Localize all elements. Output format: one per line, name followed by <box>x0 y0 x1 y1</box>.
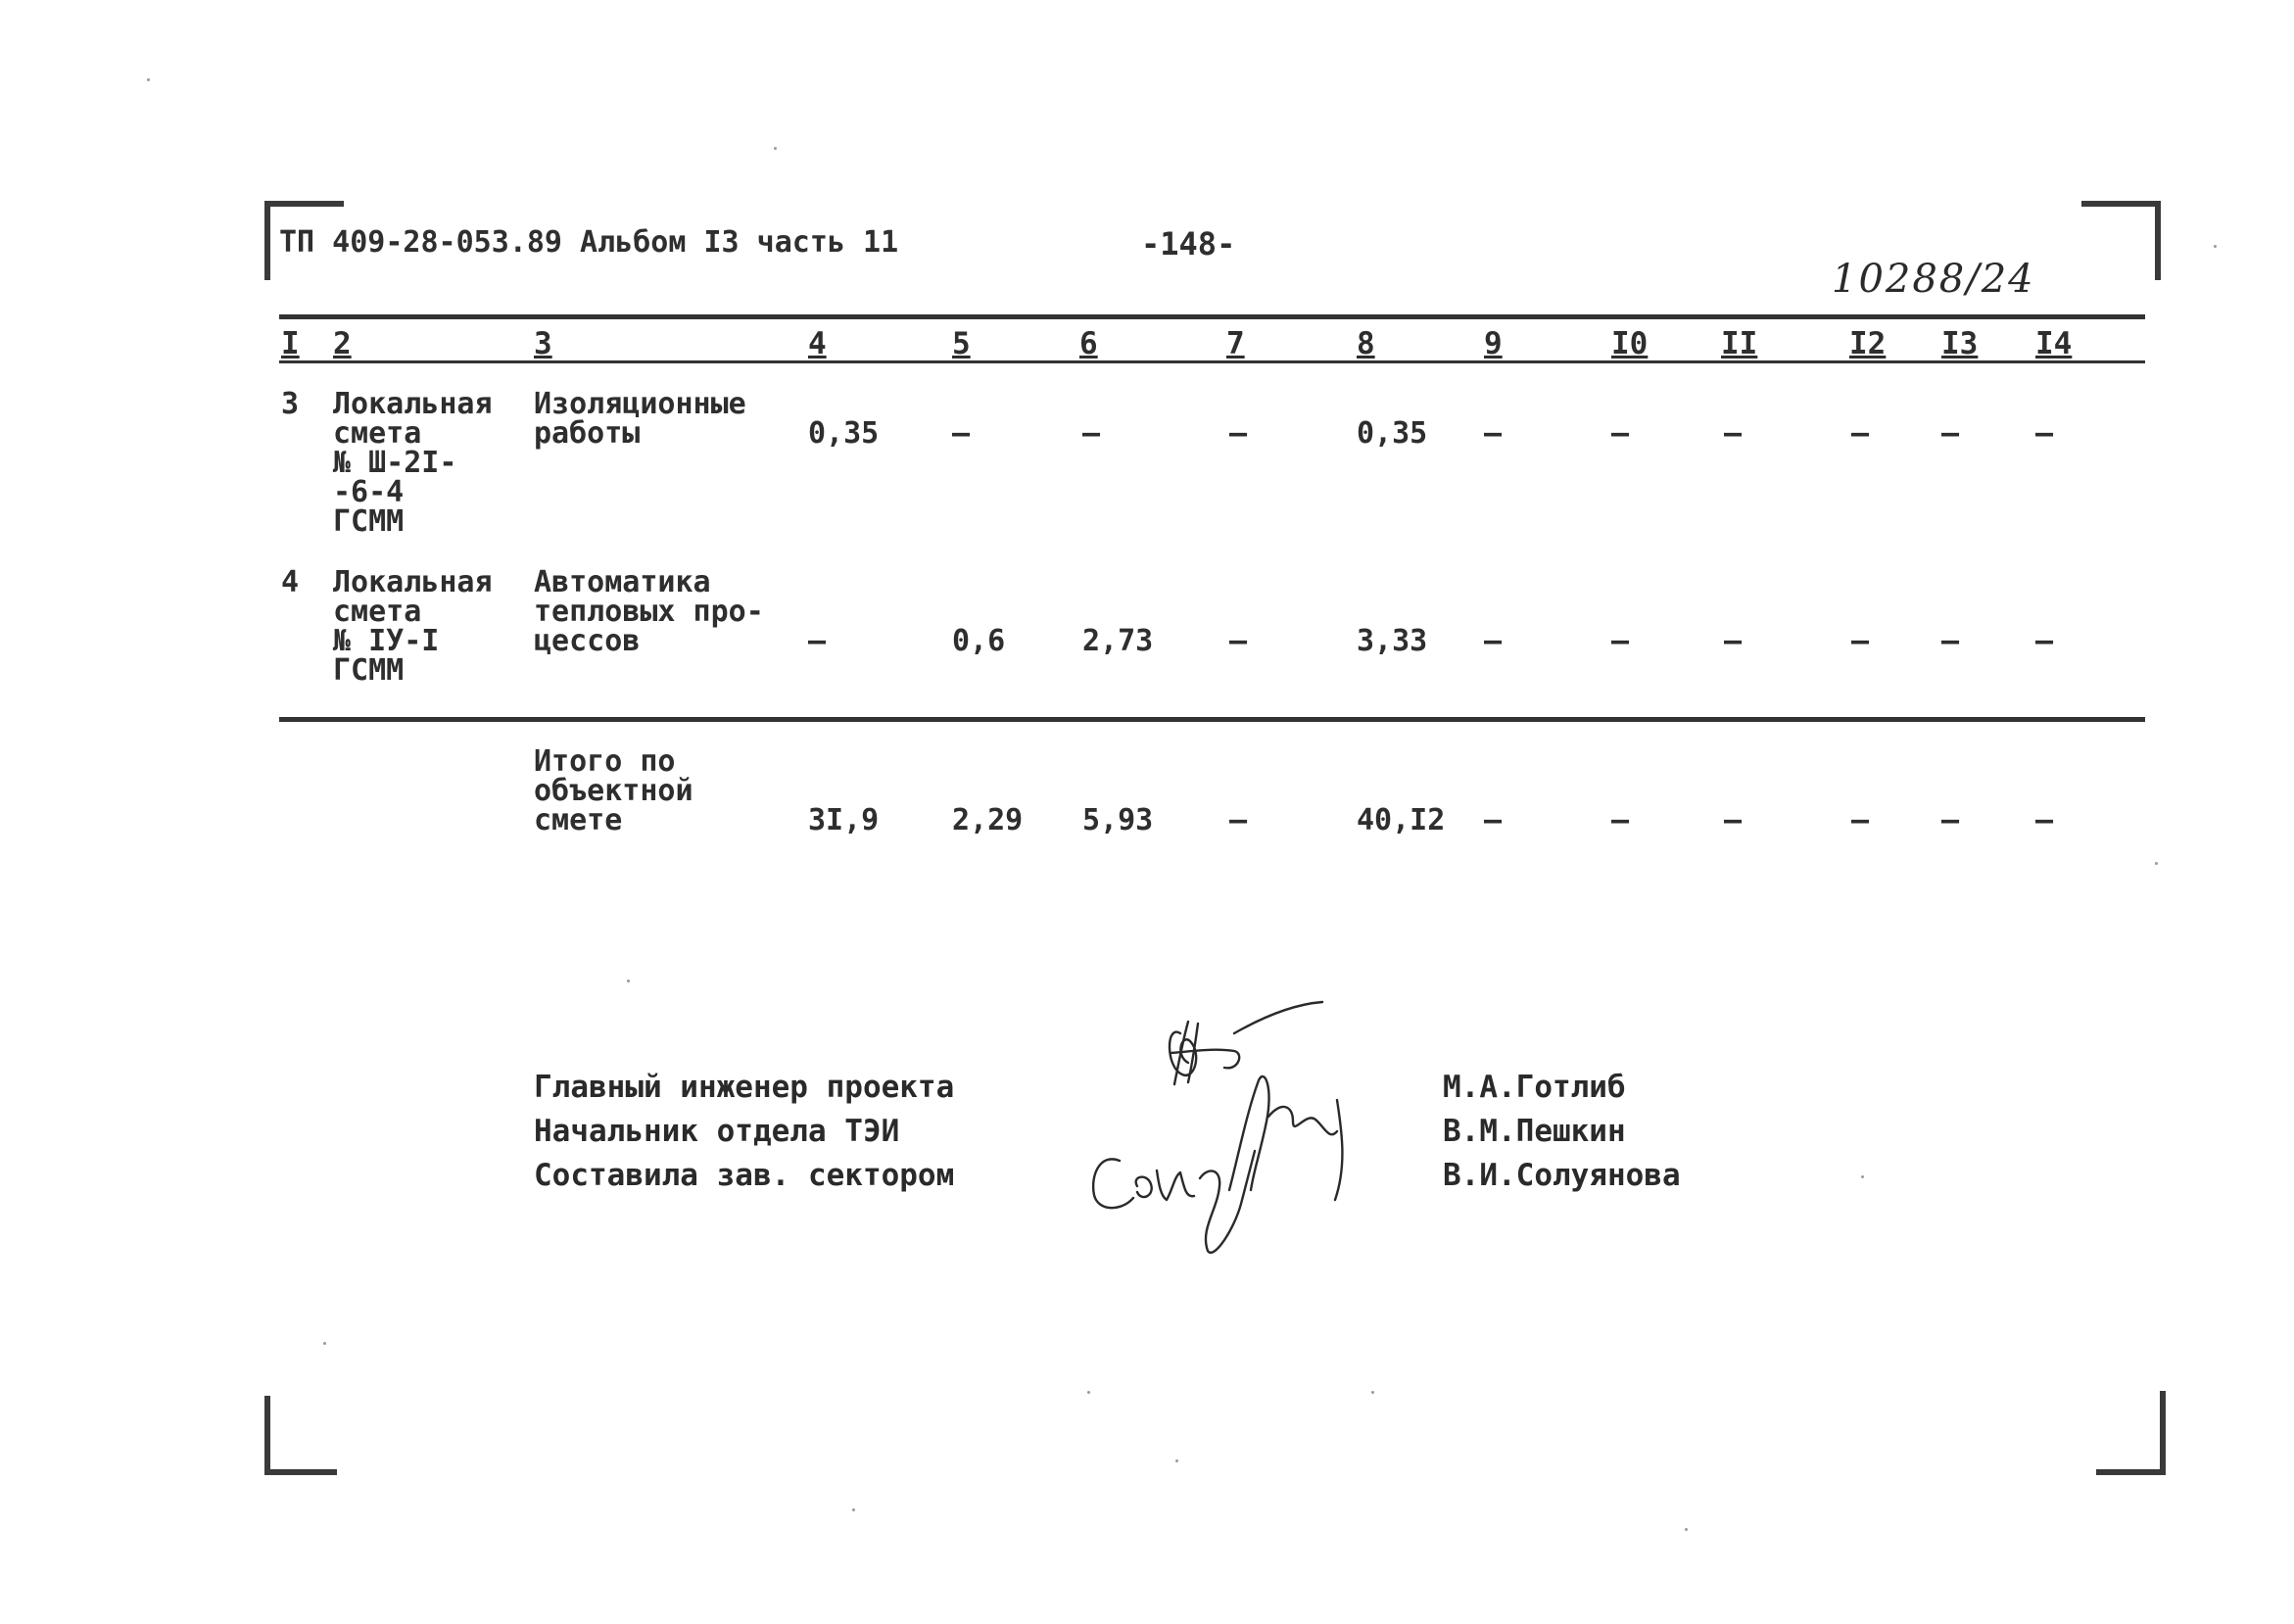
column-number: 6 <box>1079 326 1098 361</box>
table-cell: – <box>1611 624 1630 658</box>
table-cell: – <box>1484 624 1503 658</box>
table-cell: 0,35 <box>1357 416 1428 451</box>
column-number: 5 <box>952 326 971 361</box>
signer-role: Начальник отдела ТЭИ <box>534 1114 900 1149</box>
table-cell: – <box>808 624 827 658</box>
table-cell: – <box>2035 803 2054 837</box>
table-cell: – <box>1724 624 1743 658</box>
table-cell: – <box>1611 803 1630 837</box>
row-number: 4 <box>281 565 300 599</box>
table-cell: – <box>1082 416 1101 451</box>
frame-corner-top-right <box>2081 201 2161 280</box>
total-label: Итого по объектной смете <box>534 744 693 837</box>
table-body-bottom-rule <box>279 717 2145 722</box>
table-cell: – <box>2035 624 2054 658</box>
handwritten-archive-number: 10288/24 <box>1832 257 2035 302</box>
table-cell: 2,73 <box>1082 624 1154 658</box>
table-cell: – <box>1851 416 1870 451</box>
column-number: I4 <box>2035 326 2073 361</box>
signer-name: В.И.Солуянова <box>1443 1158 1681 1193</box>
table-cell: – <box>1229 624 1248 658</box>
table-cell: – <box>1941 416 1960 451</box>
row-number: 3 <box>281 387 300 421</box>
column-number: 2 <box>333 326 352 361</box>
page-number: -148- <box>1141 225 1236 263</box>
table-cell: – <box>1229 416 1248 451</box>
table-cell: 3I,9 <box>808 803 880 837</box>
table-cell: – <box>1724 803 1743 837</box>
table-cell: – <box>1611 416 1630 451</box>
table-cell: – <box>1229 803 1248 837</box>
estimate-name: Локальная смета № IУ-I ГСММ <box>333 565 493 688</box>
column-number: I <box>281 326 300 361</box>
signer-name: В.М.Пешкин <box>1443 1114 1626 1149</box>
column-number: I3 <box>1941 326 1979 361</box>
table-top-rule <box>279 314 2145 319</box>
table-cell: – <box>952 416 971 451</box>
table-cell: – <box>2035 416 2054 451</box>
work-type: Изоляционные работы <box>534 387 746 451</box>
signer-role: Составила зав. сектором <box>534 1158 955 1193</box>
frame-corner-bottom-left <box>264 1396 337 1475</box>
column-number: 8 <box>1357 326 1375 361</box>
estimate-name: Локальная смета № Ш-2I- -6-4 ГСММ <box>333 387 493 539</box>
table-cell: – <box>1484 416 1503 451</box>
table-cell: 0,6 <box>952 624 1006 658</box>
table-cell: – <box>1484 803 1503 837</box>
table-cell: – <box>1724 416 1743 451</box>
table-cell: – <box>1851 624 1870 658</box>
table-cell: 0,35 <box>808 416 880 451</box>
frame-corner-bottom-right <box>2096 1391 2166 1475</box>
signer-role: Главный инженер проекта <box>534 1070 955 1105</box>
column-number: 9 <box>1484 326 1503 361</box>
table-cell: – <box>1941 803 1960 837</box>
column-number: 3 <box>534 326 552 361</box>
signer-name: М.А.Готлиб <box>1443 1070 1626 1105</box>
work-type: Автоматика тепловых про- цессов <box>534 565 764 658</box>
table-cell: – <box>1851 803 1870 837</box>
table-cell: 40,I2 <box>1357 803 1446 837</box>
handwritten-signatures <box>1073 994 1406 1273</box>
column-number: 7 <box>1226 326 1245 361</box>
column-number: I2 <box>1849 326 1887 361</box>
table-cell: 3,33 <box>1357 624 1428 658</box>
table-cell: – <box>1941 624 1960 658</box>
column-number: 4 <box>808 326 827 361</box>
table-cell: 2,29 <box>952 803 1024 837</box>
column-number: I0 <box>1611 326 1649 361</box>
document-code: ТП 409-28-053.89 Альбом I3 часть 11 <box>279 225 899 260</box>
table-cell: 5,93 <box>1082 803 1154 837</box>
column-number: II <box>1721 326 1758 361</box>
